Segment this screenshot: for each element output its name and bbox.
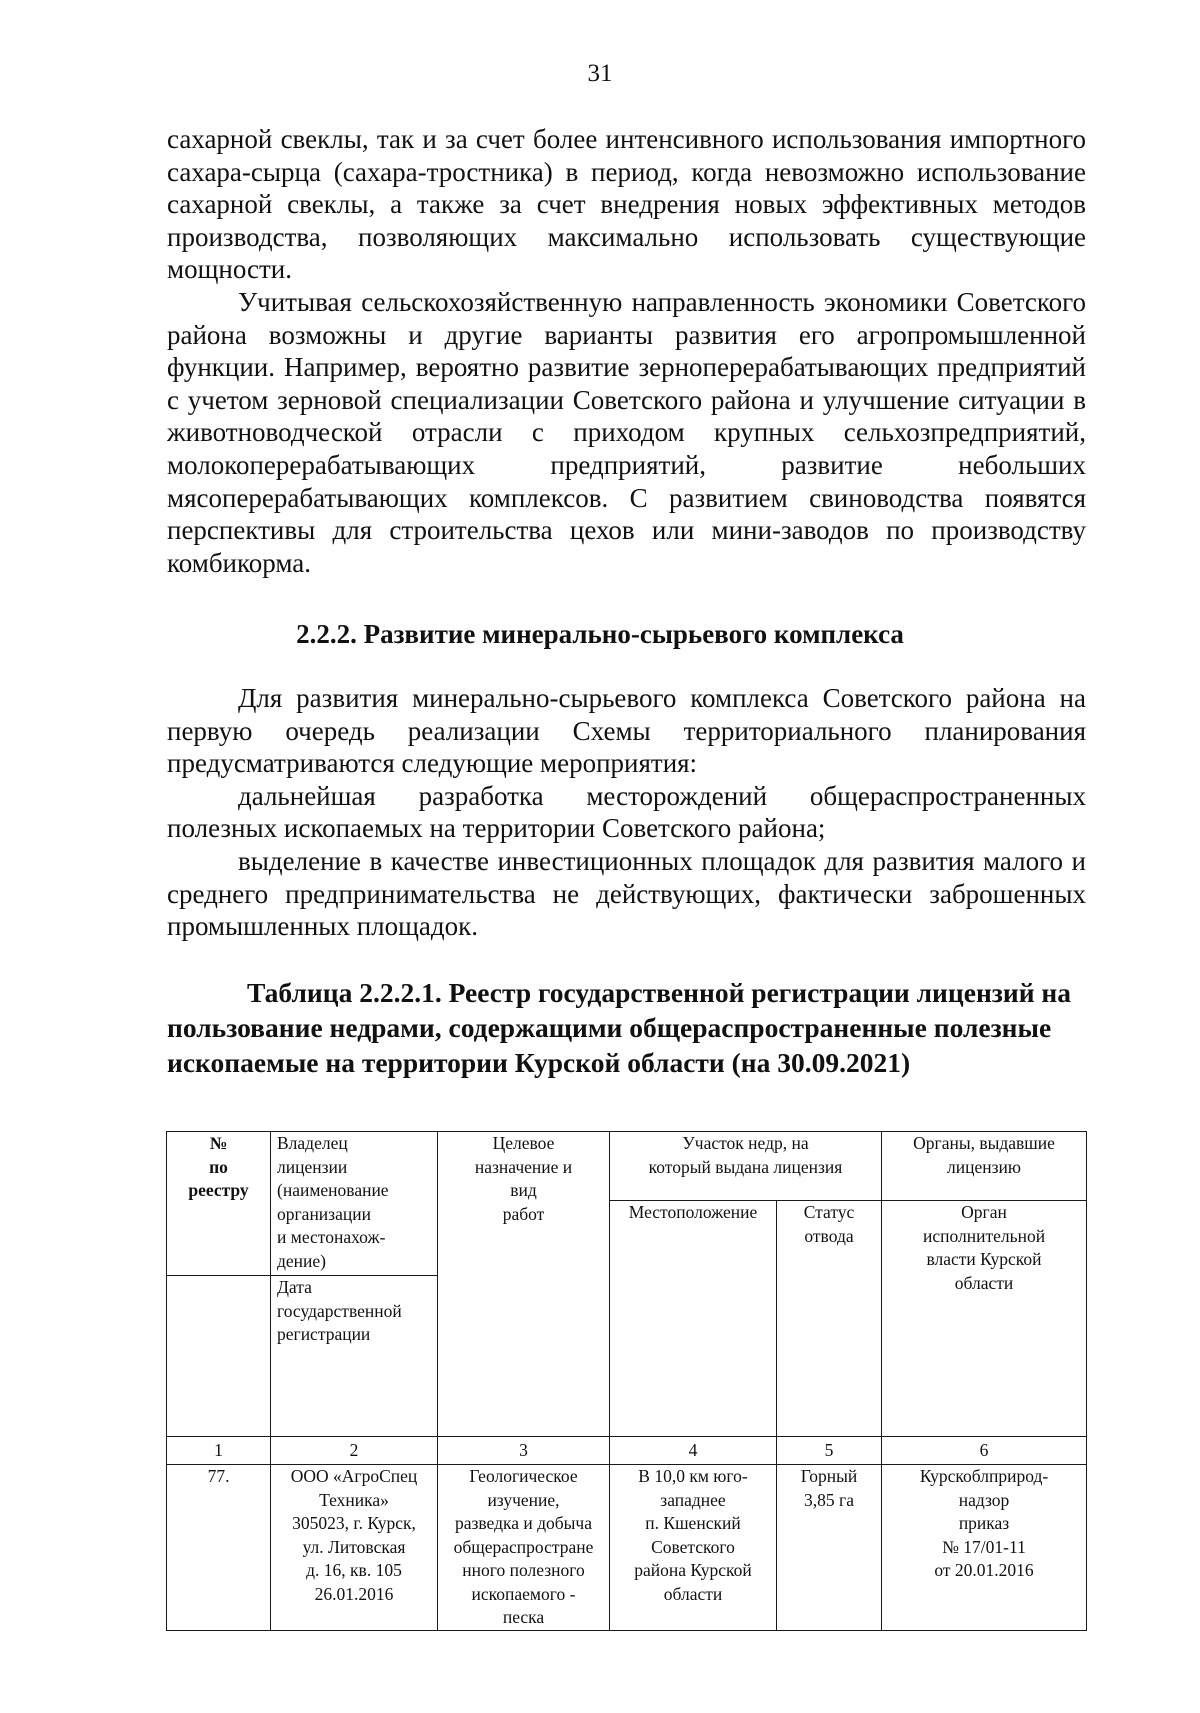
table-caption [167, 975, 1086, 1080]
list-item: выделение в качестве инвестиционных площадок для развития малого и среднего предпринимательства не действующих, фактически заброшенных промышленных площадок. [167, 845, 1086, 942]
cell-location: В 10,0 км юго- западнее п. Кшенский Советского района Курской области [610, 1465, 777, 1631]
header-issuing-bodies: Органы, выдавшие лицензию [882, 1132, 1087, 1201]
license-registry-table [166, 1131, 1087, 1631]
section-heading: 2.2.2. Развитие минерально-сырьевого комплекса [296, 619, 904, 649]
paragraph: сахарной свеклы, так и за счет более интенсивного использования импортного сахара-сырца (сахара-тростника) в период, когда невозможно использование сахарной свеклы, а также за счет внедрения новых эффективных методов производства, позволяющих максимально использовать существующие мощности. [167, 124, 1086, 285]
header-registry-number: № по реестру [167, 1132, 271, 1276]
cell-license-owner: ООО «АгроСпец Техника» 305023, г. Курск, ул. Литовская д. 16, кв. 105 26.01.2016 [271, 1465, 438, 1631]
header-executive-authority: Орган исполнительной власти Курской области [882, 1201, 1087, 1437]
table-caption-line: пользование недрами, содержащими общераспространенные полезные [167, 1012, 1052, 1043]
column-number: 6 [882, 1437, 1087, 1465]
list-item: дальнейшая разработка месторождений общераспространенных полезных ископаемых на территории Советского района; [167, 780, 1086, 844]
cell-registry-number: 77. [167, 1465, 271, 1631]
header-registration-date: Дата государственной регистрации [271, 1276, 438, 1437]
column-number: 1 [167, 1437, 271, 1465]
cell-purpose: Геологическое изучение, разведка и добыча общераспростране нного полезного ископаемого - песка [438, 1465, 610, 1631]
paragraph: Учитывая сельскохозяйственную направленность экономики Советского района возможны и другие варианты развития его агропромышленной функции. Например, вероятно развитие зерноперерабатывающих предприятий с учетом зерновой специализации Советского района и улучшение ситуации в животноводческой отрасли с приходом крупных сельхозпредприятий, молокоперерабатывающих предприятий, развитие небольших мясоперерабатывающих комплексов. С развитием свиноводства появятся перспективы для строительства цехов или мини-заводов по производству комбикорма. [167, 286, 1086, 578]
header-purpose: Целевое назначение и вид работ [438, 1132, 610, 1437]
body-text-section [167, 682, 1086, 943]
header-location: Местоположение [610, 1201, 777, 1437]
column-number: 5 [777, 1437, 882, 1465]
cell-status: Горный 3,85 га [777, 1465, 882, 1631]
column-number: 4 [610, 1437, 777, 1465]
header-license-owner: Владелец лицензии (наименование организации и местонахож- дение) [271, 1132, 438, 1276]
header-status: Статус отвода [777, 1201, 882, 1437]
column-number: 3 [438, 1437, 610, 1465]
table-caption-line: ископаемые на территории Курской области (на 30.09.2021) [167, 1047, 911, 1078]
column-number: 2 [271, 1437, 438, 1465]
table-row [167, 1465, 1087, 1631]
cell-issuing-authority: Курскоблприрод- надзор приказ № 17/01-11 от 20.01.2016 [882, 1465, 1087, 1631]
header-subsoil-plot: Участок недр, на который выдана лицензия [610, 1132, 882, 1201]
page-number: 31 [587, 60, 613, 87]
body-text-top [167, 123, 1086, 579]
table-caption-line: Таблица 2.2.2.1. Реестр государственной регистрации лицензий на [247, 977, 1072, 1008]
paragraph: Для развития минерально-сырьевого комплекса Советского района на первую очередь реализации Схемы территориального планирования предусматриваются следующие мероприятия: [167, 683, 1086, 779]
